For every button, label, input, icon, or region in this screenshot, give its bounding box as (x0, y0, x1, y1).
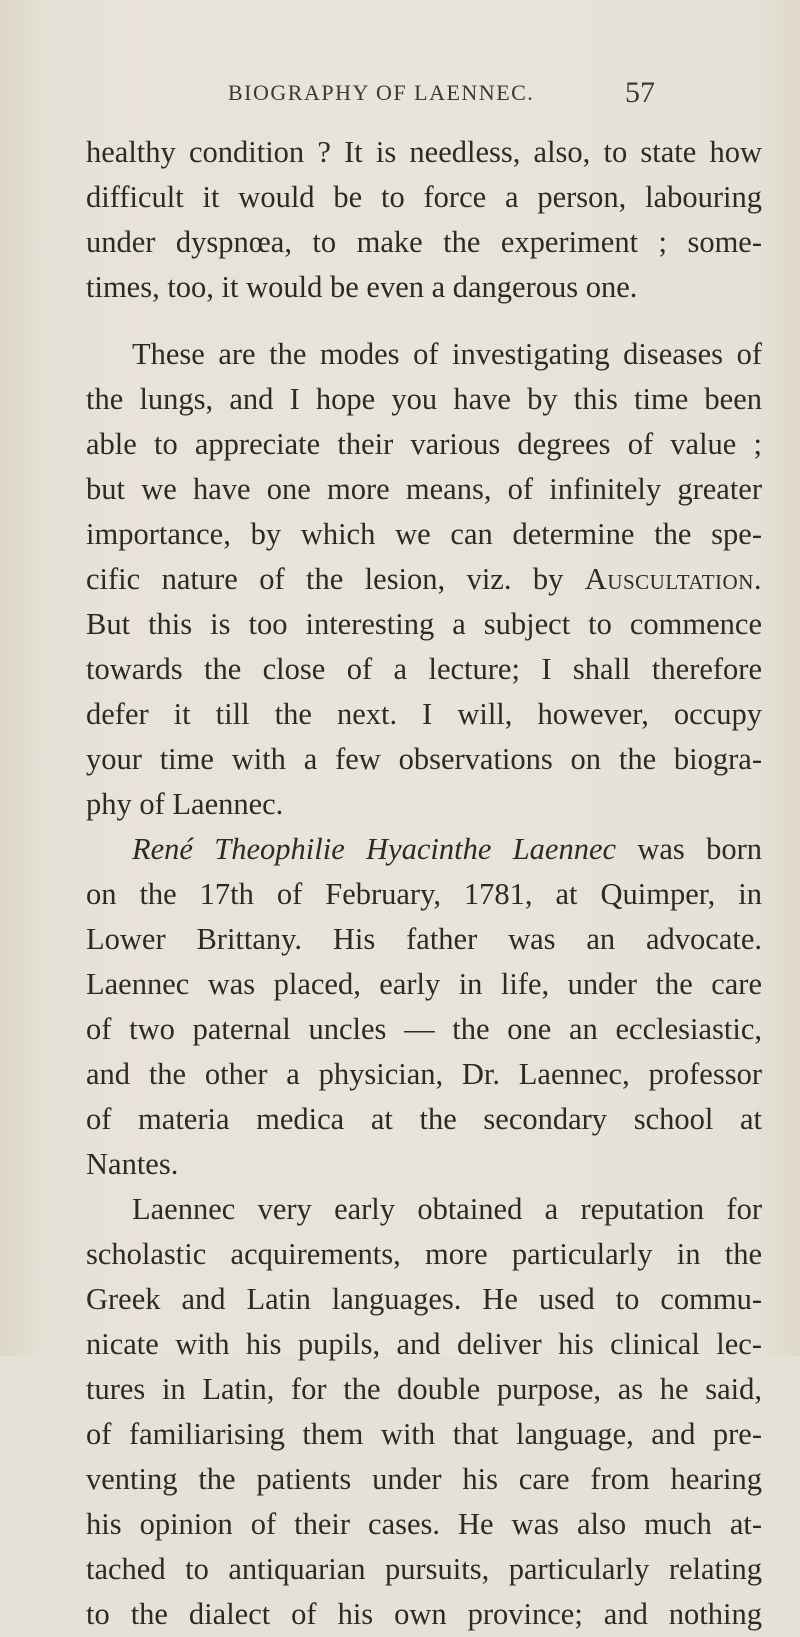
text-line: the lungs, and I hope you have by this time been (86, 382, 762, 416)
text-line-segment: was born (616, 832, 762, 866)
text-line: but we have one more means, of infinitely greater (86, 472, 762, 506)
paragraph-4 (86, 1187, 762, 1637)
body-text (86, 130, 762, 1637)
page-number: 57 (625, 76, 655, 109)
running-title: BIOGRAPHY OF LAENNEC. (228, 80, 535, 105)
text-line: times, too, it would be even a dangerous one. (86, 270, 638, 304)
text-line (86, 827, 762, 872)
text-line: tached to antiquarian pursuits, particularly relating (86, 1552, 762, 1586)
text-line: and the other a physician, Dr. Laennec, professor (86, 1057, 762, 1091)
italic-name: René Theophilie Hyacinthe Laennec (132, 832, 617, 866)
text-line: defer it till the next. I will, however, occupy (86, 697, 762, 731)
running-head (0, 78, 800, 114)
text-line: difficult it would be to force a person, labouring (86, 180, 762, 214)
text-line: importance, by which we can determine the spe- (86, 517, 762, 551)
text-line: Laennec was placed, early in life, under the care (86, 967, 762, 1001)
text-line: scholastic acquirements, more particularly in the (86, 1237, 762, 1271)
text-line: his opinion of their cases. He was also much at- (86, 1507, 762, 1541)
text-line: of two paternal uncles — the one an ecclesiastic, (86, 1012, 762, 1046)
text-line: under dyspnœa, to make the experiment ; some- (86, 225, 762, 259)
text-line: of materia medica at the secondary school at (86, 1102, 762, 1136)
text-line: Greek and Latin languages. He used to commu- (86, 1282, 762, 1316)
text-line: able to appreciate their various degrees of value ; (86, 427, 762, 461)
text-line: healthy condition ? It is needless, also, to state how (86, 135, 762, 169)
text-line-segment: cific nature of the lesion, viz. by (86, 562, 564, 596)
paragraph-2 (86, 332, 762, 827)
paragraph-3 (86, 827, 762, 1187)
text-line: Nantes. (86, 1147, 179, 1181)
text-line: venting the patients under his care from hearing (86, 1462, 762, 1496)
text-line: These are the modes of investigating diseases of (132, 337, 762, 371)
text-line: Laennec very early obtained a reputation for (132, 1192, 762, 1226)
small-caps-term: Auscultation. (584, 562, 762, 596)
text-line: of familiarising them with that language, and pre- (86, 1417, 762, 1451)
text-line: to the dialect of his own province; and nothing (86, 1597, 762, 1631)
text-line: towards the close of a lecture; I shall therefore (86, 652, 762, 686)
text-line: But this is too interesting a subject to commence (86, 607, 762, 641)
text-line: tures in Latin, for the double purpose, as he said, (86, 1372, 762, 1406)
text-line: your time with a few observations on the biogra- (86, 742, 762, 776)
text-line (86, 557, 762, 602)
text-line: Lower Brittany. His father was an advocate. (86, 922, 762, 956)
text-line: on the 17th of February, 1781, at Quimper, in (86, 877, 762, 911)
text-line: nicate with his pupils, and deliver his clinical lec- (86, 1327, 762, 1361)
paragraph-gap (86, 310, 762, 332)
paragraph-1 (86, 130, 762, 310)
text-line: phy of Laennec. (86, 787, 284, 821)
